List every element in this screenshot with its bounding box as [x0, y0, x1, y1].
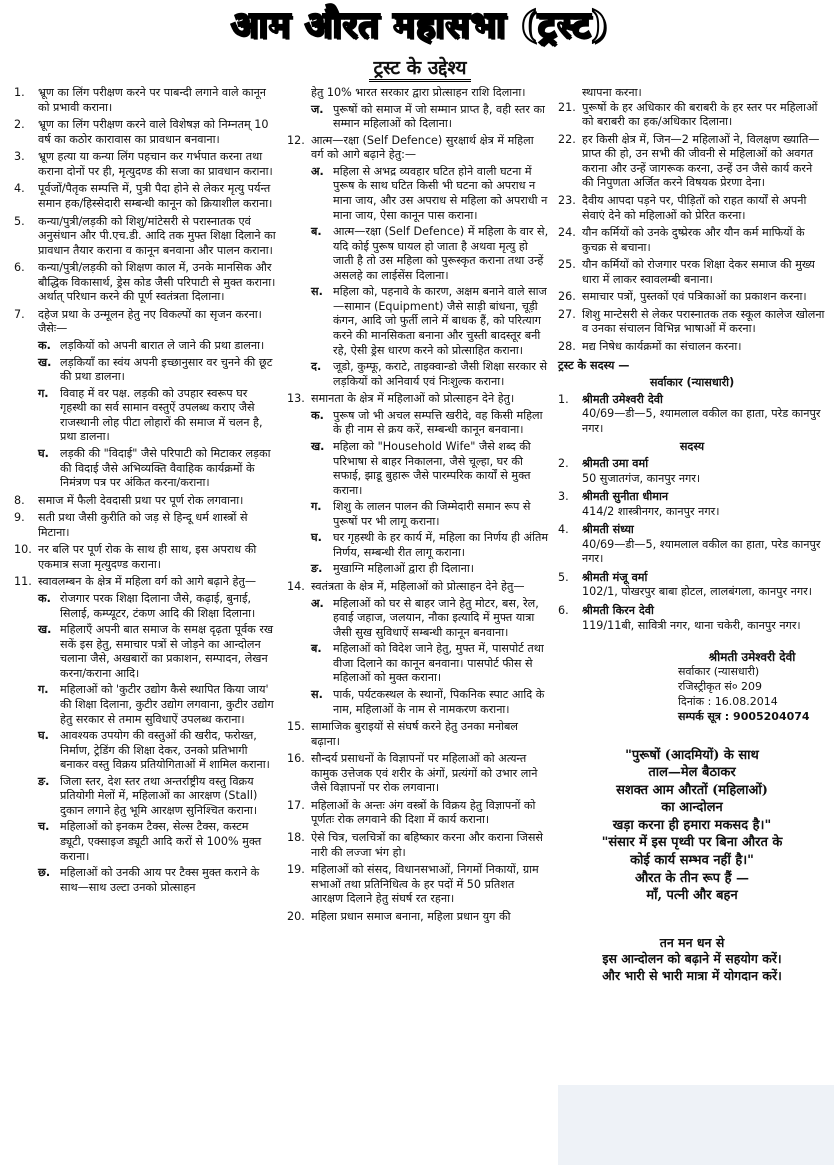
- sub-text: मुखाग्नि महिलाओं द्वारा ही दिलाना।: [333, 562, 474, 576]
- item-text: पुरूषों के हर अधिकार की बराबरी के हर स्तर पर महिलाओं को बराबरी का हक/अधिकार दिलाना।: [582, 100, 818, 129]
- sub-item: [38, 866, 276, 895]
- signature-role: सर्वाकार (न्यासधारी): [678, 665, 760, 679]
- sub-item: [311, 165, 549, 223]
- sub-label: स.: [311, 285, 323, 299]
- column-3: [558, 86, 826, 985]
- sub-label: क.: [38, 592, 51, 605]
- sub-label: ग.: [311, 500, 322, 514]
- column-1: [14, 86, 276, 898]
- item-number: 15.: [287, 720, 305, 734]
- item-text: समाज में फैली देवदासी प्रथा पर पूर्ण रोक लगवाना।: [38, 493, 244, 507]
- sub-label: क.: [38, 339, 51, 352]
- sub-text: जिला स्तर, देश स्तर तथा अन्तर्राष्ट्रीय वस्तु विक्रय प्रतियोगी मेलों में, महिलाओं का आरक्षण (Stall) दुकान लगाने हेतु भूमि आरक्षण सुनिश्चित कराना।: [60, 774, 258, 817]
- sub-text: महिलाओं को 'कुटीर उद्योग कैसे स्थापित किया जाय' की शिक्षा दिलाना, कुटीर उद्योग लगवाना, कुटीर उद्योग हेतु सरकार से तमाम सुविधाऐं उपलब्ध कराना।: [60, 683, 274, 726]
- objective-item: [558, 290, 826, 305]
- item-number: 16.: [287, 752, 305, 766]
- sub-label: छ.: [38, 866, 51, 880]
- sub-item: [311, 642, 549, 686]
- item-text: ऐसे चित्र, चलचित्रों का बहिष्कार करना और कराना जिससे नारी की लज्जा भंग हो।: [311, 831, 543, 859]
- item-number: 26.: [558, 290, 576, 304]
- objective-item: [558, 133, 826, 191]
- member-address: 50 सुजातगंज, कानपुर नगर।: [582, 471, 701, 485]
- objective-item: [558, 194, 826, 223]
- sub-label: द.: [311, 360, 322, 374]
- sub-item: [311, 409, 549, 438]
- members-list: [558, 457, 826, 633]
- contact-number: सम्पर्क सूत्र : 9005204074: [678, 709, 810, 723]
- member-name: श्रीमती किरन देवी: [582, 604, 654, 617]
- objective-item: [558, 101, 826, 130]
- sub-item: [311, 285, 549, 358]
- member-name: श्रीमती उमा वर्मा: [582, 456, 649, 470]
- item-text: भ्रूण का लिंग परीक्षण करने वाले विशेषज्ञ को निम्नतम् 10 वर्ष का कठोर कारावास का प्रावधान बनवाना।: [38, 118, 269, 146]
- item-number: 10.: [14, 543, 32, 557]
- sub-label: ग.: [38, 683, 49, 697]
- sub-text: लड़कियाँ का स्वंय अपनी इच्छानुसार वर चुनने की छूट की प्रथा डालना।: [60, 355, 273, 384]
- sub-label: घ.: [311, 531, 322, 545]
- item-number: 28.: [558, 340, 576, 353]
- appeal-line: और भारी से भारी मात्रा में योगदान करें।: [602, 968, 782, 984]
- objective-item: [14, 261, 276, 305]
- header: [0, 0, 840, 50]
- objective-item: [14, 308, 276, 491]
- sub-item: [311, 103, 549, 132]
- objective-item: [14, 86, 276, 115]
- sub-text: महिलाओं को घर से बाहर जाने हेतु मोटर, बस, रेल, हवाई जहाज, जलयान, नौका इत्यादि में मुफ्त यात्रा जैसी सुख सुविधाऐं सम्बन्धी कानून बनवाना।: [333, 596, 539, 639]
- continued-text: हेतु 10% भारत सरकार द्वारा प्रोत्साहन राशि दिलाना।: [311, 86, 526, 99]
- item-text: नर बलि पर पूर्ण रोक के साथ ही साथ, इस अपराध की एकमात्र सजा मृत्युदण्ड कराना।: [38, 543, 257, 571]
- item-number: 9.: [14, 511, 25, 525]
- sub-label: घ.: [38, 446, 49, 460]
- item-text: दहेज प्रथा के उन्मूलन हेतु नए विकल्पों का सृजन करना। जैसेः—: [38, 307, 262, 336]
- sub-label: ब.: [311, 225, 322, 239]
- sub-label: क.: [311, 408, 324, 422]
- objective-item: [287, 863, 549, 907]
- item-number: 23.: [558, 193, 576, 207]
- objective-item: [14, 543, 276, 572]
- objective-item: [14, 494, 276, 509]
- item-text: कन्या/पुत्री/लड़की को शिक्षण काल में, उनके मानसिक और बौद्धिक विकासार्थ, ड्रेस कोड जैसी परिपाटी से मुक्त कराना। अर्थात् परिधान करने की पूर्ण स्वतंत्रता दिलाना।: [38, 261, 276, 304]
- objective-item: [558, 226, 826, 255]
- item-number: 3.: [14, 150, 25, 164]
- sub-label: ब.: [311, 642, 322, 656]
- item-text: समानता के क्षेत्र में महिलाओं को प्रोत्साहन देने हेतु।: [311, 392, 515, 406]
- objective-item: [287, 134, 549, 390]
- member-entry: [558, 393, 826, 437]
- member-name: श्रीमती संध्या: [582, 523, 634, 537]
- item-number: 19.: [287, 863, 305, 877]
- member-number: 2.: [558, 456, 569, 470]
- sub-label: ख.: [38, 623, 52, 637]
- item-number: 12.: [287, 133, 305, 147]
- objective-item: [287, 910, 549, 925]
- sub-item: [38, 623, 276, 681]
- sub-label: ख.: [38, 355, 52, 369]
- sub-item: [38, 356, 276, 385]
- sub-label: ज.: [311, 102, 324, 116]
- member-entry: [558, 490, 826, 519]
- item-text: स्वतंत्रता के क्षेत्र में, महिलाओं को प्रोत्साहन देने हेतु—: [311, 580, 525, 593]
- item-text: सती प्रथा जैसी कुरीति को जड़ से हिन्दू धर्म शास्त्रों से मिटाना।: [38, 511, 248, 539]
- member-name: श्रीमती सुनीता धीमान: [582, 490, 669, 504]
- appeal-line: तन मन धन से: [659, 934, 725, 950]
- item-number: 5.: [14, 214, 25, 228]
- item-text: मद्य निषेध कार्यक्रमों का संचालन करना।: [582, 340, 742, 353]
- member-number: 3.: [558, 490, 569, 504]
- slogan-line: औरत के तीन रूप हैं —: [634, 870, 750, 886]
- item-text: सौन्दर्य प्रसाधनों के विज्ञापनों पर महिलाओं को अत्यन्त कामुक उत्तेजक एवं शरीर के अंगों, प्रत्यंगों को उभार लाने जैसे विज्ञापनों पर रोक लगवाना।: [311, 752, 538, 795]
- sub-label: ख.: [311, 439, 325, 453]
- item-text: आत्म—रक्षा (Self Defence) सुरक्षार्थ क्षेत्र में महिला वर्ग को आगे बढ़ाने हेतु:—: [311, 133, 534, 162]
- blank-area: [558, 1085, 834, 1165]
- member-address: 414/2 शास्त्रीनगर, कानपुर नगर।: [582, 504, 720, 518]
- slogan-line: कोई कार्य सम्भव नहीं है।": [630, 852, 754, 868]
- item-number: 24.: [558, 226, 576, 240]
- member-entry: [558, 457, 826, 486]
- sub-item: [311, 597, 549, 641]
- sub-item: [311, 440, 549, 498]
- sub-text: महिलाओं को उनकी आय पर टैक्स मुक्त कराने के साथ—साथ उल्टा उनको प्रोत्साहन: [60, 866, 260, 894]
- signature-block: [558, 649, 826, 725]
- objectives-list-2: [287, 134, 549, 925]
- sub-text: महिला को "Household Wife" जैसे शब्द की परिभाषा से बाहर निकालना, जैसे चूल्हा, घर की सफाई, झाडू बुहारू जैसे पारम्परिक कार्यों से मुक्त कराना।: [333, 439, 531, 497]
- item-number: 6.: [14, 261, 25, 275]
- sub-item: [38, 775, 276, 819]
- signature-name: श्रीमती उमेश्वरी देवी: [708, 650, 796, 665]
- sub-text: महिलाएँ अपनी बात समाज के समक्ष दृढ़ता पूर्वक रख सकें इस हेतु, समाचार पत्रों से जोड़ने का आन्दोलन चलाना जैसे, अखबारों का प्रकाशन, सम्पादन, लेखन करना/कराना आदि।: [60, 623, 274, 680]
- sub-text: पार्क, पर्यटकस्थल के स्थानों, पिकनिक स्पाट आदि के नाम, महिलाओं के नाम से नामकरण कराना।: [333, 687, 545, 716]
- item-text: यौन कर्मियों को उनके दुष्प्रेरक और यौन कर्म माफियों के कुचक्र से बचाना।: [582, 226, 805, 254]
- member-number: 5.: [558, 570, 569, 584]
- column-2: [287, 86, 549, 927]
- member-name: श्रीमती मंजू वर्मा: [582, 570, 648, 584]
- member-address: 102/1, पोखरपुर बाबा होटल, लालबंगला, कानपुर नगर।: [582, 585, 812, 599]
- objective-item: [558, 258, 826, 287]
- member-entry: [558, 604, 826, 633]
- sub-text: पुरूषों को समाज में जो सम्मान प्राप्त है, वही स्तर का सम्मान महिलाओं को दिलाना।: [333, 102, 545, 131]
- sub-text: महिला से अभद्र व्यवहार घटित होने वाली घटना में पुरूष के साथ घटित किसी भी घटना को अपराध न माना जाय, और उस अपराध से महिला को अपराधी न माना जाय, ऐसा कानून पास कराना।: [333, 164, 548, 222]
- sub-label: अ.: [311, 596, 324, 610]
- sub-item: [311, 562, 549, 577]
- objective-item: [287, 580, 549, 717]
- sub-item: [311, 225, 549, 283]
- sub-text: घर गृहस्थी के हर कार्य में, महिला का निर्णय ही अंतिम निर्णय, सम्बन्धी रीत लागू कराना।: [333, 531, 549, 559]
- sub-text: महिलाओं को इनकम टैक्स, सेल्स टैक्स, कस्टम ड्यूटी, एक्साइज ड्यूटी आदि करों से 100% मुक्त कराना।: [60, 820, 262, 863]
- member-name: श्रीमती उमेश्वरी देवी: [582, 392, 663, 406]
- sub-item: [311, 500, 549, 529]
- sub-label: ङ.: [38, 774, 50, 788]
- objective-item: [14, 118, 276, 147]
- role-members: सदस्य: [679, 440, 705, 454]
- objective-item: [14, 215, 276, 259]
- sub-item: [38, 447, 276, 491]
- item-number: 8.: [14, 493, 25, 507]
- sub-label: ग.: [38, 386, 49, 400]
- slogan-line: खड़ा करना ही हमारा मकसद है।": [612, 817, 772, 833]
- sub-text: जूडो, कुम्फू, कराटे, ताइक्वान्डो जैसी शिक्षा सरकार से लड़कियों को अनिवार्य एवं निःशुल्क कराना।: [333, 360, 548, 388]
- item-text: समाचार पत्रों, पुस्तकों एवं पत्रिकाओं का प्रकाशन करना।: [582, 290, 807, 304]
- objective-item: [14, 511, 276, 540]
- item-text: स्वावलम्बन के क्षेत्र में महिला वर्ग को आगे बढ़ाने हेतु—: [38, 575, 257, 589]
- member-number: 4.: [558, 523, 569, 537]
- item-number: 20.: [287, 909, 305, 923]
- item-text: पूर्वजों/पैतृक सम्पत्ति में, पुत्री पैदा होने से लेकर मृत्यु पर्यन्त समान हक/हिस्सेदारी सम्बन्धी कानून को क्रियाशील कराना।: [38, 182, 273, 210]
- subtitle-text: ट्रस्ट के उद्देश्य: [369, 57, 470, 82]
- sub-item: [311, 360, 549, 389]
- member-address: 40/69—डी—5, श्यामलाल वकील का हाता, परेड कानपुर नगर।: [582, 537, 821, 566]
- objective-item: [14, 182, 276, 211]
- slogan-line: "संसार में इस पृथ्वी पर बिना औरत के: [601, 835, 783, 851]
- sub-item: [38, 387, 276, 445]
- slogan-line: ताल—मेल बैठाकर: [648, 765, 736, 781]
- sub-text: रोजगार परक शिक्षा दिलाना जैसे, कढ़ाई, बुनाई, सिलाई, कम्प्यूटर, टंकण आदि की शिक्षा दिलाना।: [60, 592, 256, 620]
- registration-number: रजिस्ट्रीकृत सं० 209: [678, 680, 763, 694]
- item-number: 25.: [558, 258, 576, 272]
- objective-item: [287, 720, 549, 749]
- objective-item: [287, 752, 549, 796]
- sub-text: लड़की की "विदाई" जैसे परिपाटी को मिटाकर लड़का की विदाई जैसे अभिव्यक्ति वैवाहिक कार्यक्रमों के निमंत्रण पत्र पर अंकित करना/कराना।: [60, 446, 271, 490]
- sub-text: शिशु के लालन पालन की जिम्मेदारी समान रूप से पुरूषों पर भी लागू कराना।: [333, 500, 531, 528]
- item-number: 22.: [558, 132, 576, 146]
- item-number: 2.: [14, 118, 25, 132]
- member-entry: [558, 571, 826, 600]
- objective-item: [14, 150, 276, 179]
- item-text: कन्या/पुत्री/लड़की को शिशु/मांटेसरी से परास्नातक एवं अनुसंधान और पी.एच.डी. आदि तक मुफ्त शिक्षा दिलाने का प्रावधान तैयार कराना व कानून बनवाना और पालन कराना।: [38, 214, 276, 257]
- member-entry: [558, 523, 826, 567]
- item-text: हर किसी क्षेत्र में, जिन—2 महिलाओं ने, विलक्षण ख्याति—प्राप्त की हो, उन सभी की जीवनी से महिलाओं को अवगत कराना और उन्हें जागरूक करना, उन्हें उन जैसे कार्य करने की निपुणता अर्जित करने विषयक प्रेरणा देना।: [582, 132, 820, 190]
- item-number: 17.: [287, 798, 305, 812]
- sub-text: महिलाओं को विदेश जाने हेतु, मुफ्त में, पासपोर्ट तथा वीजा दिलाने का कानून बनवाना। पासपोर्ट फीस से महिलाओं को मुक्त कराना।: [333, 642, 544, 685]
- sub-label: च.: [38, 820, 50, 834]
- sub-item: [311, 531, 549, 560]
- section-subtitle: [0, 54, 840, 80]
- member-address: 40/69—डी—5, श्यामलाल वकील का हाता, परेड कानपुर नगर।: [582, 407, 821, 435]
- objective-item: [14, 575, 276, 895]
- item-number: 14.: [287, 580, 305, 593]
- item-number: 18.: [287, 831, 305, 844]
- slogan-line: सशक्त आम औरतों (महिलाओं): [616, 782, 768, 798]
- sub-text: विवाह में वर पक्ष. लड़की को उपहार स्वरूप घर गृहस्थी का सर्व सामान वस्तुऐं उपलब्ध कराए जैसे राजस्थानी लोह पीटा लोहारों की समाज में चलन है, प्रथा डालना।: [60, 386, 263, 444]
- sub-item: [38, 592, 276, 621]
- members-title: ट्रस्ट के सदस्य —: [558, 358, 630, 372]
- sub-text: आवश्यक उपयोग की वस्तुओं की खरीद, फरोख्त, निर्माण, ट्रेडिंग की शिक्षा देकर, उनको प्रतिभागी बनाकर वस्तु विक्रय प्रतियोगिताओं में शामिल कराना।: [60, 729, 270, 772]
- objective-item: [287, 831, 549, 860]
- sub-label: ङ.: [311, 562, 323, 576]
- appeal-line: इस आन्दोलन को बढ़ाने में सहयोग करें।: [602, 951, 782, 967]
- objective-item: [287, 392, 549, 577]
- item-text: शिशु मान्टेसरी से लेकर परास्नातक तक स्कूल कालेज खोलना व उनका संचालन विभिन्न भाषाओं में करना।: [582, 307, 825, 336]
- sub-text: लड़कियों को अपनी बारात ले जाने की प्रथा डालना।: [60, 339, 265, 352]
- objective-item: [287, 799, 549, 828]
- item-number: 13.: [287, 392, 305, 406]
- member-number: 6.: [558, 604, 569, 617]
- item-text: सामाजिक बुराइयों से संघर्ष करने हेतु उनका मनोबल बढ़ाना।: [311, 720, 518, 748]
- item-text: भ्रूण हत्या या कन्या लिंग पहचान कर गर्भपात करना तथा कराना दोनों पर ही, मृत्युदण्ड की सजा का प्रावधान कराना।: [38, 150, 273, 178]
- objectives-list-3: [558, 101, 826, 355]
- role-head: सर्वाकार (न्यासधारी): [649, 376, 735, 390]
- sub-text: आत्म—रक्षा (Self Defence) में महिला के वार से, यदि कोई पुरूष घायल हो जाता है अथवा मृत्यु हो जाती है तो उस महिला को पुरूस्कृत कराना तथा उन्हें असलहे का लाईसेंस दिलाना।: [333, 225, 549, 282]
- sub-item: [38, 683, 276, 727]
- item-text: यौन कर्मियों को रोजगार परक शिक्षा देकर समाज की मुख्य धारा में लाकर स्वावलम्बी बनाना।: [582, 258, 815, 286]
- item-number: 11.: [14, 575, 32, 589]
- objective-item: [558, 340, 826, 355]
- main-title: आम औरत महासभा (ट्रस्ट): [230, 4, 610, 46]
- sub-item: [38, 729, 276, 773]
- item-number: 4.: [14, 182, 25, 196]
- appeal: [558, 935, 826, 986]
- sub-text: महिला को, पहनावे के कारण, अक्षम बनाने वाले साज—सामान (Equipment) जैसे साड़ी बांधना, चूड़ी कंगन, आदि जो फुर्ती लाने में बाधक हैं, को परित्याग करने की मानसिकता बनाना और चुस्ती बादस्तूर बनी रहे, ऐसी ड्रेस धारण करने को प्रोत्साहित कराना।: [333, 285, 547, 357]
- member-number: 1.: [558, 392, 569, 406]
- slogan: [558, 747, 826, 905]
- item-text: भ्रूण का लिंग परीक्षण करने पर पाबन्दी लगाने वाले कानून को प्रभावी कराना।: [38, 86, 267, 114]
- sub-item: [38, 820, 276, 864]
- item-number: 7.: [14, 307, 25, 321]
- sub-label: अ.: [311, 164, 324, 178]
- item-text: महिलाओं के अन्तः अंग वस्त्रों के विक्रय हेतु विज्ञापनों को पूर्णतः रोक लगवाने की दिशा में कार्य कराना।: [311, 798, 536, 827]
- objective-item: [558, 308, 826, 337]
- item-number: 27.: [558, 307, 576, 321]
- sub-label: स.: [311, 687, 323, 701]
- item-number: 21.: [558, 100, 576, 114]
- slogan-line: माँ, पत्नी और बहन: [646, 888, 738, 904]
- member-address: 119/11बी, सावित्री नगर, थाना चकेरी, कानपुर नगर।: [582, 618, 801, 632]
- item-text: दैवीय आपदा पड़ने पर, पीड़ितों को राहत कार्यों से अपनी सेवाएं देने को महिलाओं को प्रेरित करना।: [582, 193, 807, 222]
- item-number: 1.: [14, 86, 25, 99]
- sub-item: [38, 339, 276, 354]
- item-text: महिलाओं को संसद, विधानसभाओं, निगमों निकायों, ग्राम सभाओं तथा प्रतिनिधित्व के हर पदों में 50 प्रतिशत आरक्षण दिलाने हेतु संघर्ष रत रहना।: [311, 863, 539, 906]
- sub-label: घ.: [38, 729, 49, 743]
- slogan-line: का आन्दोलन: [661, 800, 723, 816]
- item-text: महिला प्रधान समाज बनाना, महिला प्रधान युग की: [311, 909, 511, 923]
- sub-text: पुरूष जो भी अचल सम्पत्ति खरीदे, वह किसी महिला के ही नाम से क्रय करें, सम्बन्धी कानून बनवाना।: [333, 408, 543, 437]
- continued-text: स्थापना करना।: [582, 86, 642, 99]
- slogan-line: "पुरूषों (आदमियों) के साथ: [625, 747, 759, 763]
- sub-item: [311, 688, 549, 717]
- signature-date: दिनांक : 16.08.2014: [678, 695, 778, 708]
